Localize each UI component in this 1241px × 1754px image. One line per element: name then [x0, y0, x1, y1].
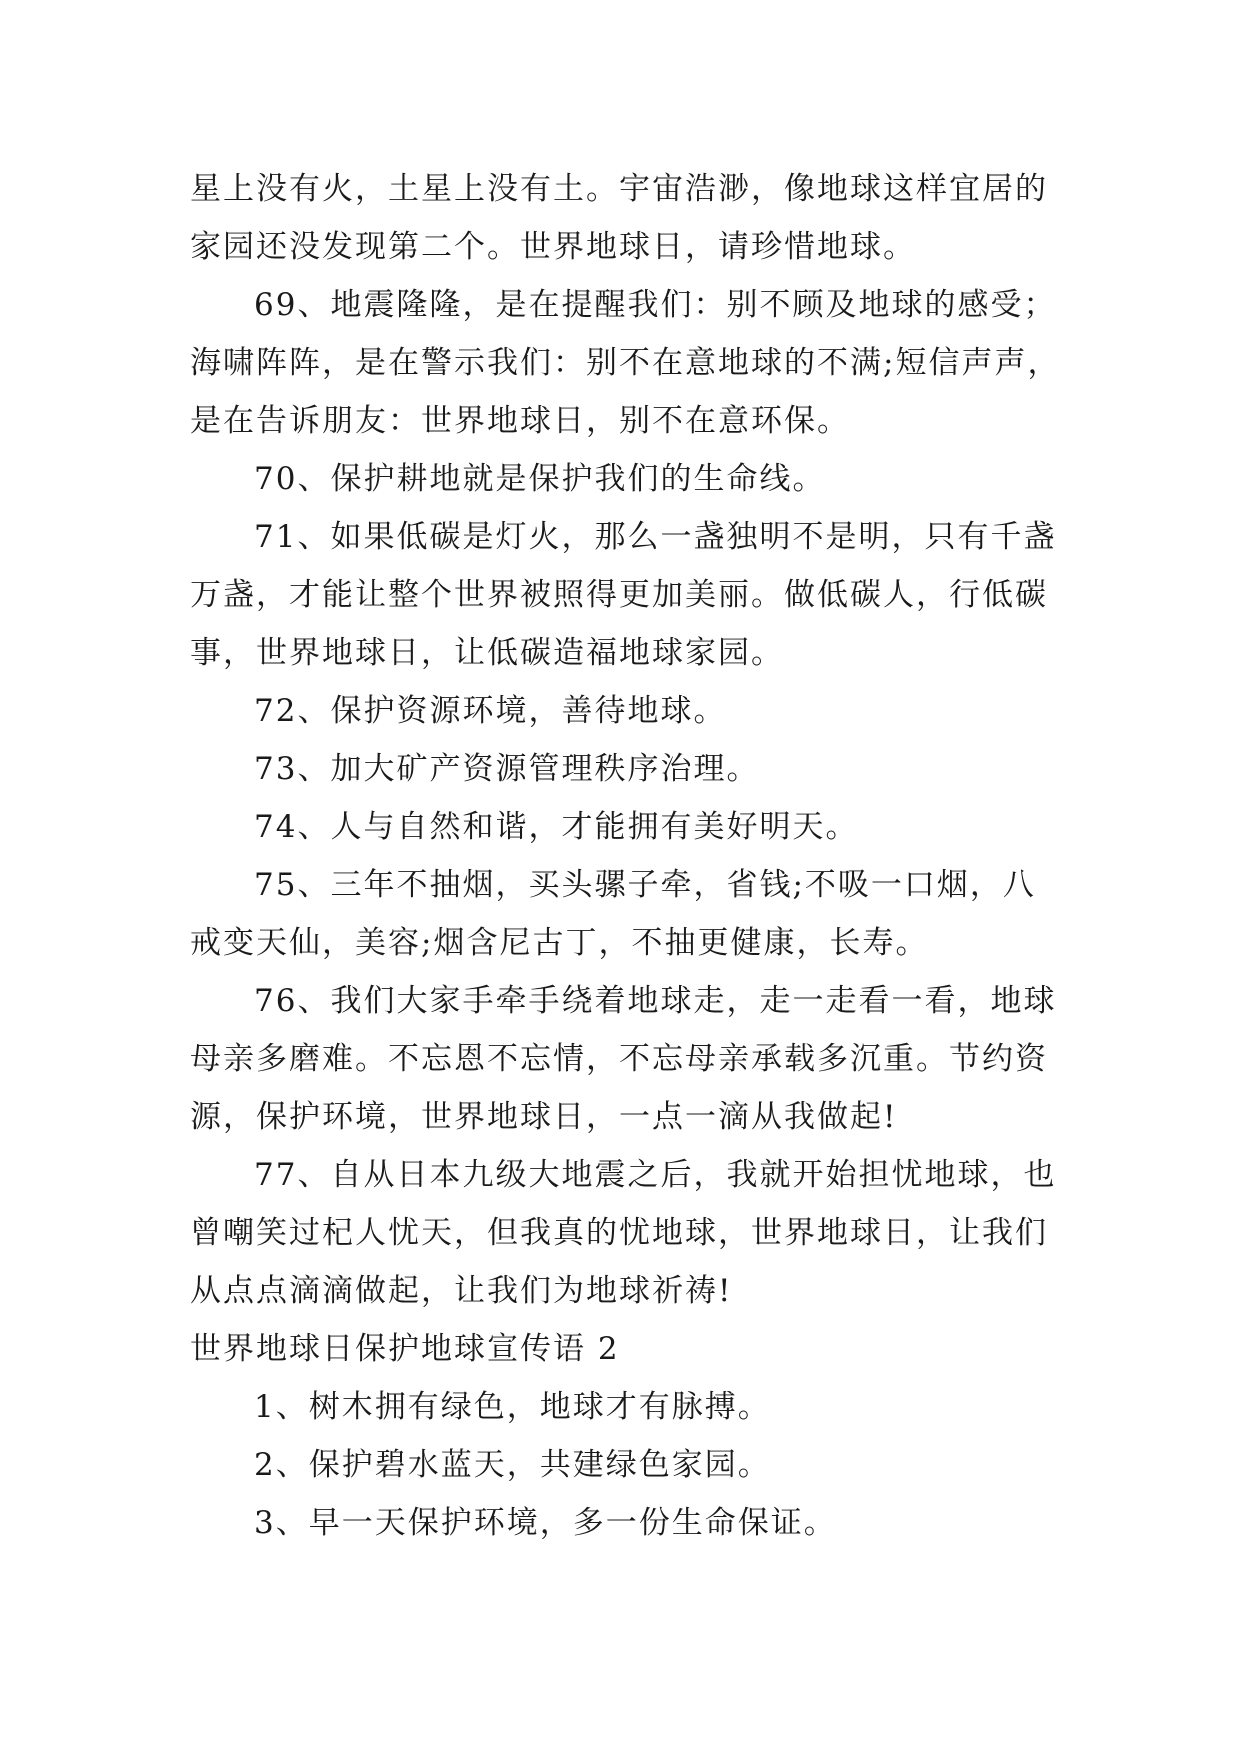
- paragraph-line: 万盏，才能让整个世界被照得更加美丽。做低碳人，行低碳: [190, 577, 1048, 613]
- paragraph-line: 71、如果低碳是灯火，那么一盏独明不是明，只有千盏: [254, 519, 1057, 555]
- paragraph-line: 76、我们大家手牵手绕着地球走，走一走看一看，地球: [254, 983, 1057, 1019]
- document-body: [190, 160, 1070, 1552]
- paragraph-line: 曾嘲笑过杞人忧天，但我真的忧地球，世界地球日，让我们: [190, 1215, 1048, 1251]
- paragraph-line: 73、加大矿产资源管理秩序治理。: [254, 751, 760, 787]
- paragraph-line: 戒变天仙，美容;烟含尼古丁，不抽更健康，长寿。: [190, 925, 929, 961]
- paragraph-line: 74、人与自然和谐，才能拥有美好明天。: [254, 809, 859, 845]
- paragraph-line: 源，保护环境，世界地球日，一点一滴从我做起!: [190, 1099, 898, 1135]
- paragraph-line: 72、保护资源环境，善待地球。: [254, 693, 727, 729]
- paragraph-line: 家园还没发现第二个。世界地球日，请珍惜地球。: [190, 229, 916, 265]
- paragraph-line: 3、早一天保护环境，多一份生命保证。: [254, 1505, 837, 1541]
- paragraph-line: 1、树木拥有绿色，地球才有脉搏。: [254, 1389, 771, 1425]
- paragraph-line: 海啸阵阵，是在警示我们：别不在意地球的不满;短信声声，: [190, 345, 1061, 381]
- paragraph-line: 是在告诉朋友：世界地球日，别不在意环保。: [190, 403, 850, 439]
- paragraph-line: 母亲多磨难。不忘恩不忘情，不忘母亲承载多沉重。节约资: [190, 1041, 1048, 1077]
- paragraph-line: 事，世界地球日，让低碳造福地球家园。: [190, 635, 784, 671]
- paragraph-line: 69、地震隆隆，是在提醒我们：别不顾及地球的感受；: [254, 287, 1057, 323]
- section-heading: 世界地球日保护地球宣传语 2: [190, 1331, 620, 1367]
- paragraph-line: 70、保护耕地就是保护我们的生命线。: [254, 461, 826, 497]
- paragraph-line: 从点点滴滴做起，让我们为地球祈祷!: [190, 1273, 733, 1309]
- paragraph-line: 星上没有火，土星上没有土。宇宙浩渺，像地球这样宜居的: [190, 171, 1048, 207]
- paragraph-line: 2、保护碧水蓝天，共建绿色家园。: [254, 1447, 771, 1483]
- paragraph-line: 75、三年不抽烟，买头骡子牵，省钱;不吸一口烟，八: [254, 867, 1036, 903]
- paragraph-line: 77、自从日本九级大地震之后，我就开始担忧地球，也: [254, 1157, 1057, 1193]
